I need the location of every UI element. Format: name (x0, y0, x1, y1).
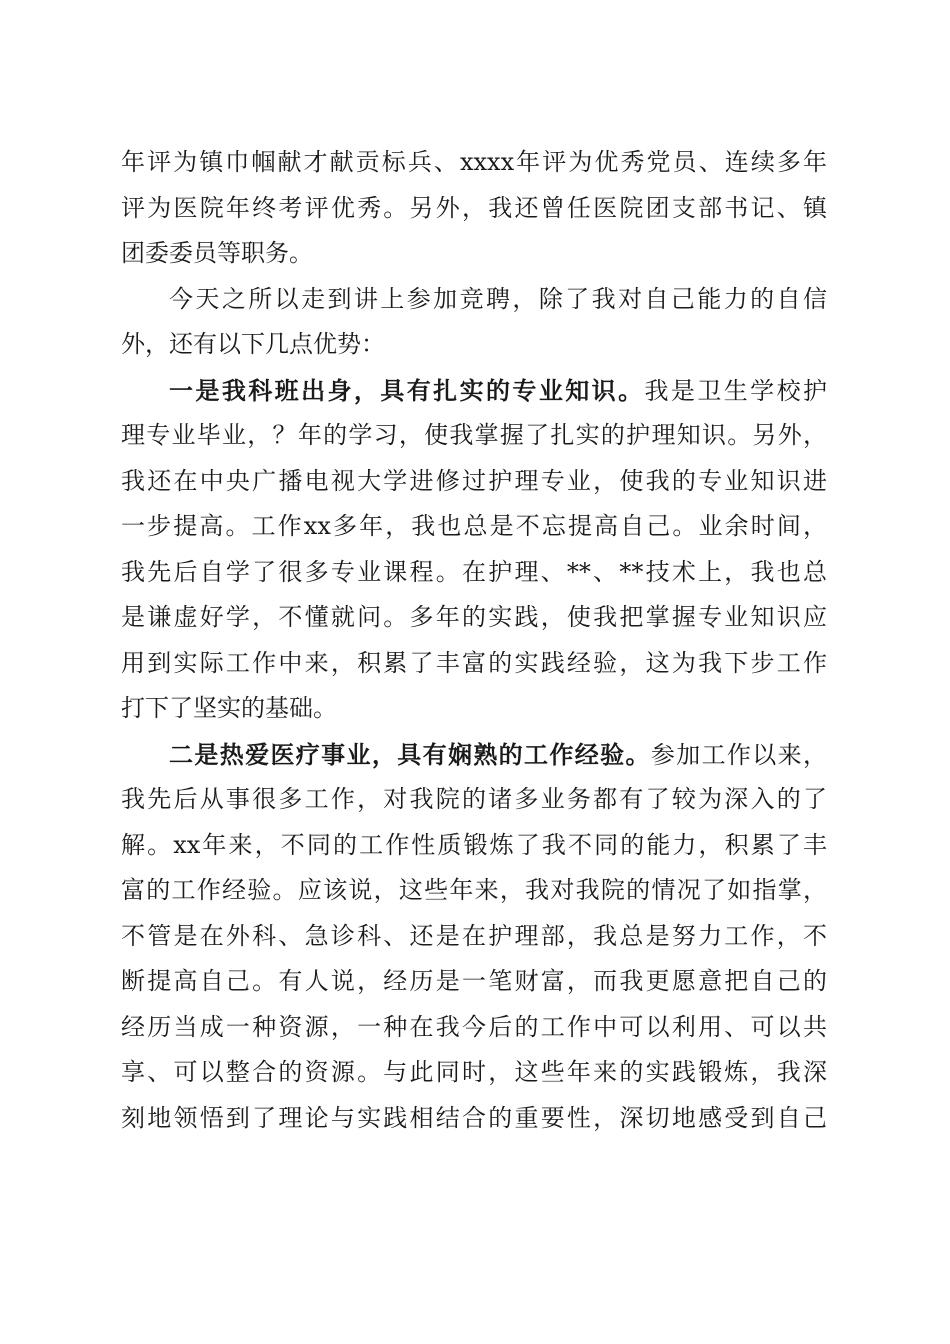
paragraph-4-line-3: 解。xx年来，不同的工作性质锻炼了我不同的能力，积累了丰 (121, 830, 827, 859)
paragraph-4-line-2: 我先后从事很多工作，对我院的诸多业务都有了较为深入的了 (121, 785, 827, 813)
paragraph-3-line-6: 是谦虚好学，不懂就问。多年的实践，使我把掌握专业知识应 (121, 603, 827, 631)
paragraph-4-line-7: 经历当成一种资源，一种在我今后的工作中可以利用、可以共 (121, 1012, 827, 1041)
paragraph-3-line-2: 理专业毕业，？年的学习，使我掌握了扎实的护理知识。另外， (121, 421, 827, 449)
paragraph-4-line-6: 断提高自己。有人说，经历是一笔财富，而我更愿意把自己的 (121, 967, 827, 995)
paragraph-4-line-5: 不管是在外科、急诊科、还是在护理部，我总是努力工作，不 (121, 921, 827, 950)
paragraph-4-line-4: 富的工作经验。应该说，这些年来，我对我院的情况了如指掌， (121, 876, 827, 904)
paragraph-3-line-1 (121, 368, 827, 414)
paragraph-3-line-4: 一步提高。工作xx多年，我也总是不忘提高自己。业余时间， (121, 512, 827, 540)
paragraph-3-line-8: 打下了坚实的基础。 (121, 694, 337, 722)
paragraph-3-line-3: 我还在中央广播电视大学进修过护理专业，使我的专业知识进 (121, 466, 827, 495)
paragraph-4-line-9: 刻地领悟到了理论与实践相结合的重要性，深切地感受到自己 (121, 1103, 827, 1132)
paragraph-4-line-8: 享、可以整合的资源。与此同时，这些年来的实践锻炼，我深 (121, 1058, 827, 1086)
paragraph-3-line-5: 我先后自学了很多专业课程。在护理、**、**技术上，我也总 (121, 557, 827, 586)
paragraph-1-line-1: 年评为镇巾帼献才献贡标兵、xxxx年评为优秀党员、连续多年 (121, 148, 827, 176)
paragraph-1-line-2: 评为医院年终考评优秀。另外，我还曾任医院团支部书记、镇 (121, 193, 827, 222)
document-body (121, 140, 827, 1141)
paragraph-2-line-2: 外，还有以下几点优势： (121, 330, 385, 358)
paragraph-4-line-1-rest: 参加工作以来， (650, 740, 827, 769)
paragraph-1-line-3: 团委委员等职务。 (121, 239, 313, 267)
paragraph-3-line-7: 用到实际工作中来，积累了丰富的实践经验，这为我下步工作 (121, 648, 827, 677)
paragraph-3-line-1-rest: 我是卫生学校护 (644, 376, 827, 405)
paragraph-4-line-1 (121, 732, 827, 778)
paragraph-3-heading: 一是我科班出身，具有扎实的专业知识。 (169, 375, 645, 405)
paragraph-2-line-1: 今天之所以走到讲上参加竞聘，除了我对自己能力的自信 (169, 284, 827, 313)
paragraph-4-heading: 二是热爱医疗事业，具有娴熟的工作经验。 (169, 739, 651, 769)
